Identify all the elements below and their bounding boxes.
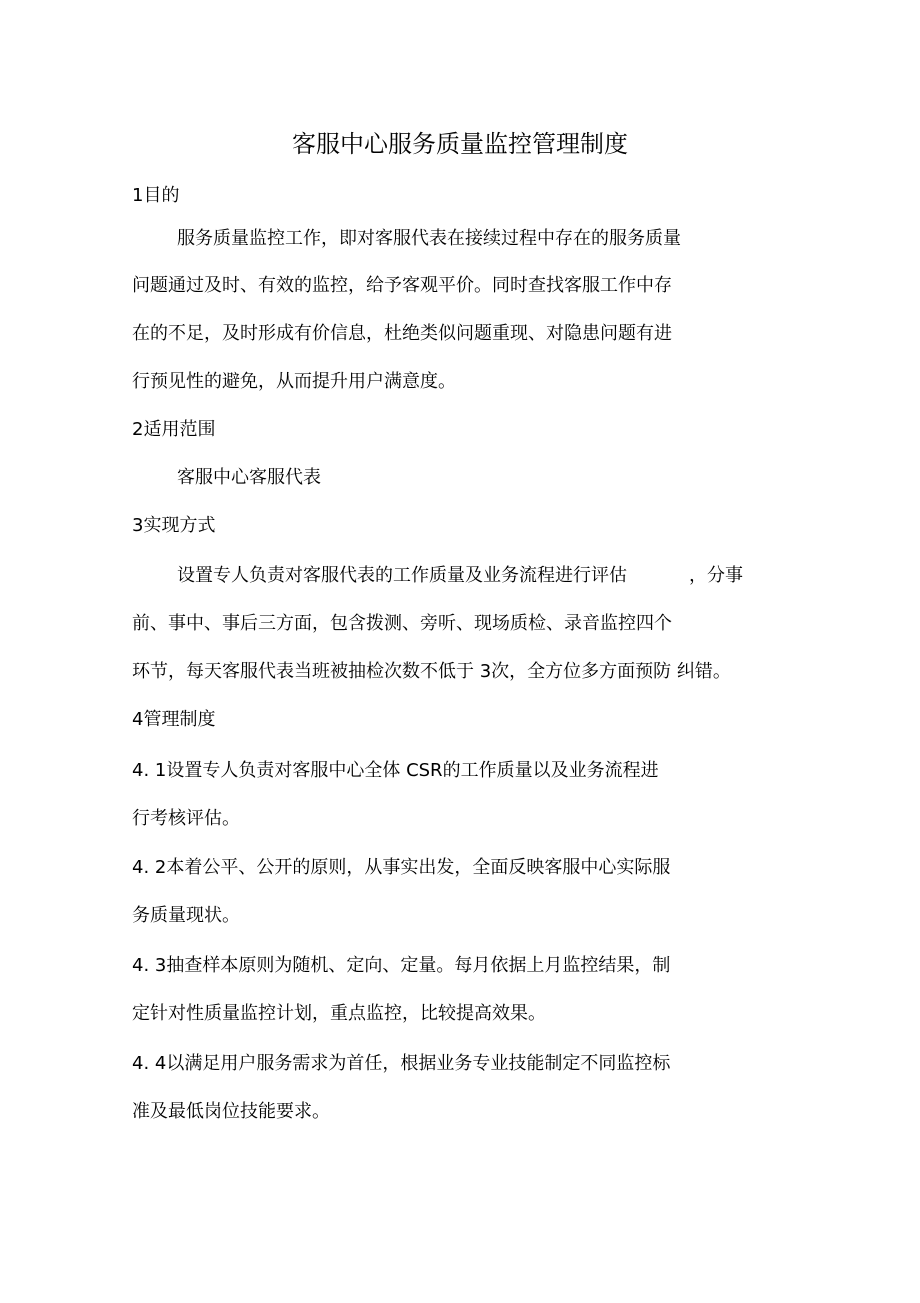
paragraph-line: 问题通过及时、有效的监控，给予客观平价。同时查找客服工作中存 — [132, 275, 672, 296]
numbered-item-line: 4. 3抽查样本原则为随机、定向、定量。每月依据上月监控结果，制 — [132, 955, 671, 976]
numbered-item-line: 4. 2本着公平、公开的原则，从事实出发，全面反映客服中心实际服 — [132, 857, 671, 878]
numbered-item-line: 4. 4以满足用户服务需求为首任，根据业务专业技能制定不同监控标 — [132, 1053, 671, 1074]
paragraph-line-main: 设置专人负责对客服代表的工作质量及业务流程进行评估 — [177, 565, 627, 586]
paragraph-line: 前、事中、事后三方面，包含拨测、旁听、现场质检、录音监控四个 — [132, 613, 672, 634]
paragraph-line — [177, 563, 743, 589]
numbered-item-line: 行考核评估。 — [132, 808, 240, 829]
section-heading-management: 4管理制度 — [132, 709, 216, 730]
paragraph-line: 行预见性的避免，从而提升用户满意度。 — [132, 371, 456, 392]
numbered-item-line: 准及最低岗位技能要求。 — [132, 1101, 330, 1122]
section-heading-scope: 2适用范围 — [132, 419, 216, 440]
paragraph-line: 在的不足，及时形成有价信息，杜绝类似问题重现、对隐患问题有进 — [132, 323, 672, 344]
section-heading-method: 3实现方式 — [132, 515, 216, 536]
numbered-item-line: 4. 1设置专人负责对客服中心全体 CSR的工作质量以及业务流程进 — [132, 760, 659, 781]
paragraph-line: 服务质量监控工作，即对客服代表在接续过程中存在的服务质量 — [177, 228, 681, 249]
paragraph-line: 环节，每天客服代表当班被抽检次数不低于 3次，全方位多方面预防 纠错。 — [132, 661, 731, 682]
numbered-item-line: 务质量现状。 — [132, 905, 240, 926]
section-heading-purpose: 1目的 — [132, 185, 180, 206]
paragraph-line-tail: ，分事 — [689, 565, 743, 586]
numbered-item-line: 定针对性质量监控计划，重点监控，比较提高效果。 — [132, 1003, 546, 1024]
paragraph-line: 客服中心客服代表 — [177, 467, 321, 488]
document-title: 客服中心服务质量监控管理制度 — [292, 130, 628, 158]
